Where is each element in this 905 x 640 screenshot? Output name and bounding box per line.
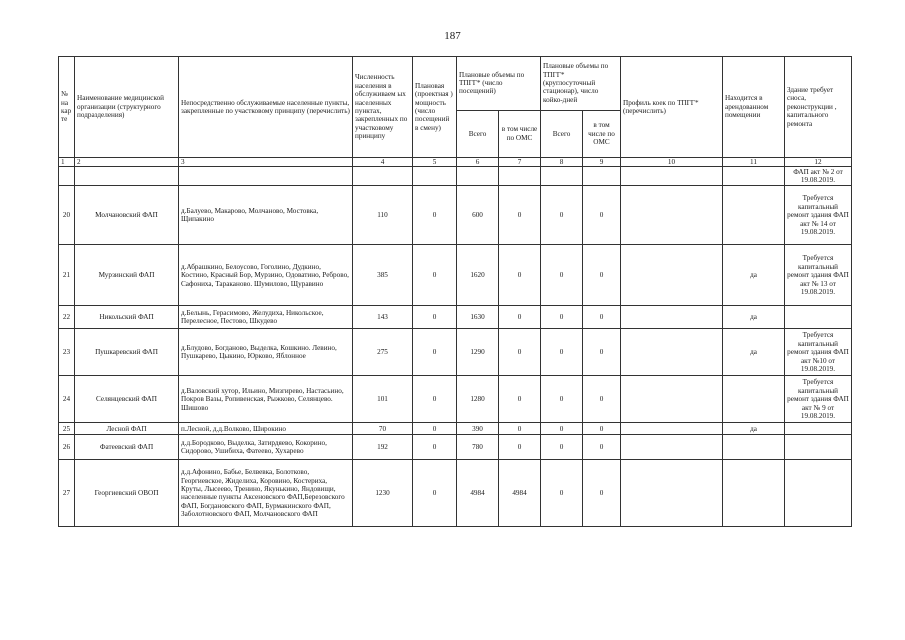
- reconstruction-note: Требуется капитальный ремонт здания ФАП акт № 14 от 19.08.2019.: [785, 186, 852, 245]
- table-row: [59, 186, 852, 245]
- bed-profile-value: [621, 186, 723, 245]
- organization-name: Мурзинский ФАП: [75, 245, 179, 306]
- reconstruction-note: [785, 460, 852, 527]
- empty-cell: [353, 167, 413, 186]
- visits-oms-value: 0: [499, 376, 541, 423]
- capacity-value: 0: [413, 186, 457, 245]
- organization-name: Фатеевский ФАП: [75, 435, 179, 460]
- table-row: [59, 460, 852, 527]
- population-value: 385: [353, 245, 413, 306]
- bed-profile-value: [621, 245, 723, 306]
- capacity-value: 0: [413, 329, 457, 376]
- served-settlements: д.д.Бородково, Выделка, Затирдяево, Кокорино, Сидорово, Ушибиха, Фатеево, Хухарево: [179, 435, 353, 460]
- rented-premises-value: да: [723, 423, 785, 435]
- rented-premises-value: [723, 376, 785, 423]
- served-settlements: д.Белынь, Герасимово, Желудиха, Никольское, Перелесное, Пестово, Шкудево: [179, 306, 353, 329]
- served-settlements: д.Валовский хутор, Ильино, Мизгирево, Настасьино, Покров Вазы, Ропивенская, Рыжково, Селянцево. Шишово: [179, 376, 353, 423]
- header-population: Численность населения в обслуживаем ых населенных пунктах, закрепленных по участковому принципу: [353, 57, 413, 158]
- beds-total-value: 0: [541, 435, 583, 460]
- table-row: [59, 376, 852, 423]
- bed-profile-value: [621, 423, 723, 435]
- header-reconstruction: Здание требует сноса, реконструкции , капитального ремонта: [785, 57, 852, 158]
- table-body: [59, 158, 852, 527]
- organization-name: Молчановский ФАП: [75, 186, 179, 245]
- visits-total-value: 1620: [457, 245, 499, 306]
- column-number: 6: [457, 158, 499, 167]
- population-value: 143: [353, 306, 413, 329]
- served-settlements: д.Абрашкино, Белоусово, Гоголино, Дудкино, Костино, Красный Бор, Мурзино, Одоватино, Реброво, Сафониха, Тараканово. Шумилово, Щуравино: [179, 245, 353, 306]
- column-number: 8: [541, 158, 583, 167]
- header-num: № на кар те: [59, 57, 75, 158]
- beds-total-value: 0: [541, 245, 583, 306]
- organization-name: Лесной ФАП: [75, 423, 179, 435]
- population-value: 101: [353, 376, 413, 423]
- population-value: 192: [353, 435, 413, 460]
- carryover-row: [59, 167, 852, 186]
- column-number: 5: [413, 158, 457, 167]
- organization-name: Никольский ФАП: [75, 306, 179, 329]
- served-settlements: д.д.Афонино, Бабье, Белвевка, Болотково, Георгиевское, Жиделиха, Коровино, Костериха, Круты, Лысеево, Тренино, Якунькино, Яндовищи, населенные пункты Аксеновского ФАП,Березовского ФАП, Богдановского ФАП, Бурмакинского ФАП, Заболотновского ФАП, Молчановского ФАП: [179, 460, 353, 527]
- table-row: [59, 306, 852, 329]
- header-tpgg-visits: Плановые объемы по ТПГГ* (число посещений): [457, 57, 541, 111]
- served-settlements: п.Лесной, д.д.Волково, Широкино: [179, 423, 353, 435]
- page-number: 187: [444, 30, 461, 42]
- capacity-value: 0: [413, 245, 457, 306]
- bed-profile-value: [621, 460, 723, 527]
- row-number: 26: [59, 435, 75, 460]
- header-rented: Находится в арендованном помещении: [723, 57, 785, 158]
- visits-total-value: 780: [457, 435, 499, 460]
- header-capacity: Плановая (проектная ) мощность (число посещений в смену): [413, 57, 457, 158]
- empty-cell: [75, 167, 179, 186]
- header-profile: Профиль коек по ТПГГ* (перечислить): [621, 57, 723, 158]
- organization-name: Пушкаревский ФАП: [75, 329, 179, 376]
- rented-premises-value: [723, 460, 785, 527]
- beds-oms-value: 0: [583, 329, 621, 376]
- row-number: 25: [59, 423, 75, 435]
- beds-oms-value: 0: [583, 460, 621, 527]
- row-number: 24: [59, 376, 75, 423]
- column-number-row: [59, 158, 852, 167]
- reconstruction-note: Требуется капитальный ремонт здания ФАП акт № 13 от 19.08.2019.: [785, 245, 852, 306]
- column-number: 9: [583, 158, 621, 167]
- population-value: 1230: [353, 460, 413, 527]
- population-value: 110: [353, 186, 413, 245]
- organization-name: Георгиевский ОВОП: [75, 460, 179, 527]
- fap-table: [58, 56, 852, 527]
- served-settlements: д.Балуево, Макарово, Молчаново, Мостовка, Щипакино: [179, 186, 353, 245]
- capacity-value: 0: [413, 376, 457, 423]
- column-number: 10: [621, 158, 723, 167]
- beds-oms-value: 0: [583, 245, 621, 306]
- reconstruction-note: [785, 306, 852, 329]
- capacity-value: 0: [413, 423, 457, 435]
- row-number: 23: [59, 329, 75, 376]
- empty-cell: [499, 167, 541, 186]
- visits-total-value: 4984: [457, 460, 499, 527]
- beds-oms-value: 0: [583, 435, 621, 460]
- visits-total-value: 1290: [457, 329, 499, 376]
- capacity-value: 0: [413, 306, 457, 329]
- rented-premises-value: да: [723, 329, 785, 376]
- row-number: 21: [59, 245, 75, 306]
- header-visits-oms: в том числе по ОМС: [499, 110, 541, 157]
- column-number: 12: [785, 158, 852, 167]
- empty-cell: [179, 167, 353, 186]
- reconstruction-note: [785, 435, 852, 460]
- header-visits-total: Всего: [457, 110, 499, 157]
- column-number: 1: [59, 158, 75, 167]
- bed-profile-value: [621, 306, 723, 329]
- row-number: 22: [59, 306, 75, 329]
- table-row: [59, 423, 852, 435]
- visits-oms-value: 0: [499, 423, 541, 435]
- reconstruction-note: Требуется капитальный ремонт здания ФАП акт №10 от 19.08.2019.: [785, 329, 852, 376]
- reconstruction-note: [785, 423, 852, 435]
- rented-premises-value: да: [723, 245, 785, 306]
- visits-oms-value: 0: [499, 306, 541, 329]
- table-row: [59, 329, 852, 376]
- column-number: 7: [499, 158, 541, 167]
- visits-oms-value: 0: [499, 186, 541, 245]
- bed-profile-value: [621, 435, 723, 460]
- rented-premises-value: [723, 186, 785, 245]
- rented-premises-value: [723, 435, 785, 460]
- beds-total-value: 0: [541, 306, 583, 329]
- bed-profile-value: [621, 376, 723, 423]
- table-row: [59, 435, 852, 460]
- header-tpgg-beds: Плановые объемы по ТПГГ* (круглосуточный стационар), число койко-дней: [541, 57, 621, 111]
- column-number: 4: [353, 158, 413, 167]
- visits-total-value: 1630: [457, 306, 499, 329]
- empty-cell: [59, 167, 75, 186]
- header-beds-oms: в том числе по ОМС: [583, 110, 621, 157]
- empty-cell: [723, 167, 785, 186]
- capacity-value: 0: [413, 460, 457, 527]
- visits-oms-value: 0: [499, 435, 541, 460]
- population-value: 70: [353, 423, 413, 435]
- capacity-value: 0: [413, 435, 457, 460]
- reconstruction-note: Требуется капитальный ремонт здания ФАП акт № 9 от 19.08.2019.: [785, 376, 852, 423]
- column-number: 11: [723, 158, 785, 167]
- visits-total-value: 600: [457, 186, 499, 245]
- bed-profile-value: [621, 329, 723, 376]
- empty-cell: [583, 167, 621, 186]
- beds-oms-value: 0: [583, 186, 621, 245]
- empty-cell: [541, 167, 583, 186]
- row-number: 27: [59, 460, 75, 527]
- beds-oms-value: 0: [583, 376, 621, 423]
- beds-total-value: 0: [541, 329, 583, 376]
- column-number: 2: [75, 158, 179, 167]
- visits-total-value: 1280: [457, 376, 499, 423]
- row-number: 20: [59, 186, 75, 245]
- beds-oms-value: 0: [583, 423, 621, 435]
- empty-cell: [457, 167, 499, 186]
- table-row: [59, 245, 852, 306]
- visits-oms-value: 0: [499, 329, 541, 376]
- population-value: 275: [353, 329, 413, 376]
- beds-total-value: 0: [541, 460, 583, 527]
- visits-oms-value: 4984: [499, 460, 541, 527]
- header-beds-total: Всего: [541, 110, 583, 157]
- beds-oms-value: 0: [583, 306, 621, 329]
- visits-oms-value: 0: [499, 245, 541, 306]
- reconstruction-note: ФАП акт № 2 от 19.08.2019.: [785, 167, 852, 186]
- empty-cell: [413, 167, 457, 186]
- header-name: Наименование медицинской организации (структурного подразделения): [75, 57, 179, 158]
- empty-cell: [621, 167, 723, 186]
- beds-total-value: 0: [541, 186, 583, 245]
- organization-name: Селянцевский ФАП: [75, 376, 179, 423]
- rented-premises-value: да: [723, 306, 785, 329]
- beds-total-value: 0: [541, 423, 583, 435]
- column-number: 3: [179, 158, 353, 167]
- served-settlements: д.Блудово, Богданово, Выделка, Кошкино. Левино, Пушкарево, Цыкино, Юрково, Яблонное: [179, 329, 353, 376]
- header-areas: Непосредственно обслуживаемые населенные пункты, закрепленные по участковому принципу (перечислить): [179, 57, 353, 158]
- visits-total-value: 390: [457, 423, 499, 435]
- beds-total-value: 0: [541, 376, 583, 423]
